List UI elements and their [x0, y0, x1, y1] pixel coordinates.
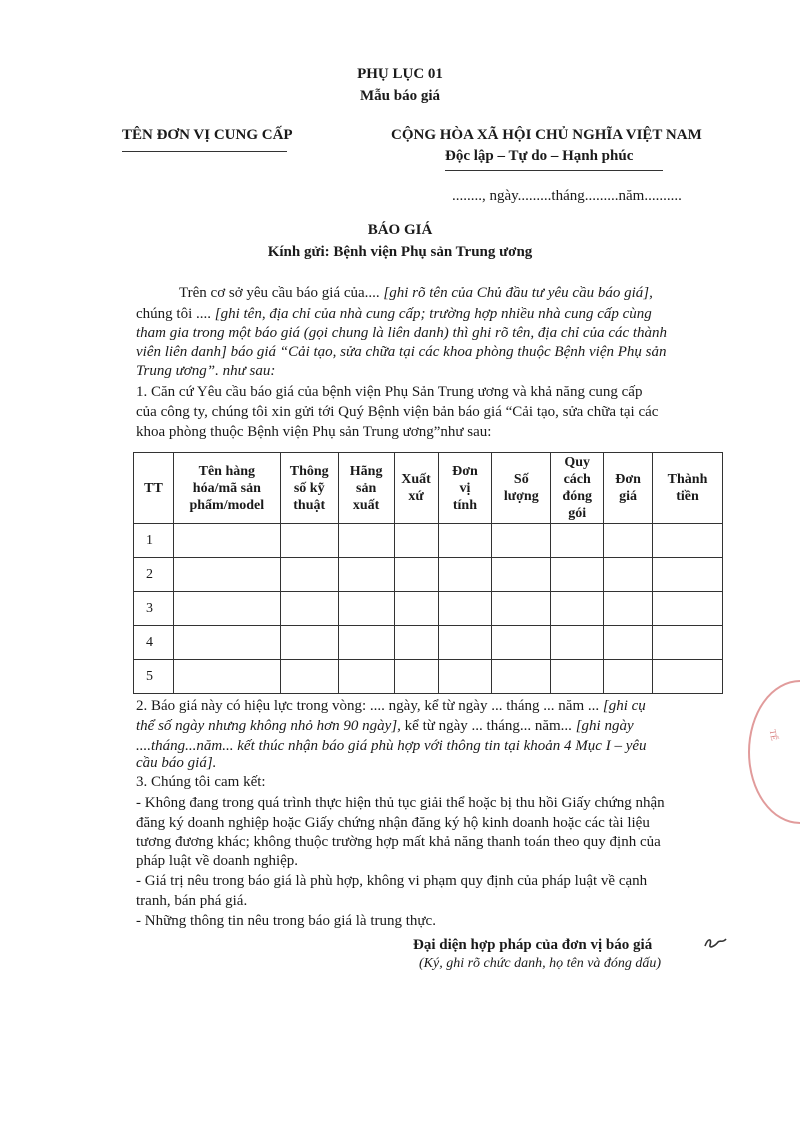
signature-note: (Ký, ghi rõ chức danh, họ tên và đóng dấu) [419, 956, 662, 971]
table-cell [604, 524, 653, 558]
table-cell [280, 660, 338, 694]
table-header-text: đóng [562, 489, 592, 504]
table-header-text: hóa/mã sản [192, 480, 261, 496]
row-number-cell: 4 [134, 626, 174, 660]
table-cell [438, 592, 492, 626]
table-cell [173, 558, 280, 592]
intro-line-2: chúng tôi .... [ghi tên, địa chỉ của nhà cung cấp; trường hợp nhiều nhà cung cấp cùng [136, 306, 652, 322]
table-cell [173, 660, 280, 694]
table-cell [551, 558, 604, 592]
table-cell [394, 558, 438, 592]
row-number-cell: 2 [134, 558, 174, 592]
motto-underline [445, 170, 663, 171]
table-cell [604, 626, 653, 660]
table-cell [280, 626, 338, 660]
section2-line-1: 2. Báo giá này có hiệu lực trong vòng: .... ngày, kể từ ngày ... tháng ... năm ... [ghi cụ [136, 698, 646, 714]
commit3: - Những thông tin nêu trong báo giá là trung thực. [136, 913, 436, 929]
table-header-text: Tên hàng [198, 463, 256, 479]
stamp-text: TẾ [767, 728, 780, 742]
table-cell [492, 592, 551, 626]
table-header-cell [551, 453, 604, 524]
table-header-text: gói [568, 506, 587, 521]
handwritten-mark-icon [702, 934, 728, 952]
table-cell [280, 524, 338, 558]
form-name: Mẫu báo giá [359, 88, 440, 104]
table-header-text: số kỹ [293, 480, 325, 496]
table-cell [338, 626, 394, 660]
section1-line-3: khoa phòng thuộc Bệnh viện Phụ sản Trung ương”như sau: [136, 424, 492, 440]
table-header-text: Quy [564, 455, 591, 470]
table-header-cell [653, 453, 723, 524]
row-number-cell: 1 [134, 524, 174, 558]
table-cell [173, 524, 280, 558]
quote-table [133, 452, 723, 694]
table-cell [338, 660, 394, 694]
table-header-text: Đơn [452, 463, 478, 479]
commit1-line-2: đăng ký doanh nghiệp hoặc Giấy chứng nhận đăng ký hộ kinh doanh hoặc các tài liệu [136, 815, 650, 831]
commit1-line-4: pháp luật về doanh nghiệp. [136, 853, 299, 869]
table-header-text: tính [452, 497, 477, 513]
table-header-text: Thành [667, 472, 708, 487]
table-cell [653, 524, 723, 558]
row-number-cell: 3 [134, 592, 174, 626]
table-header-text: Số [513, 472, 529, 487]
supplier-underline [122, 151, 287, 152]
table-header-text: TT [144, 480, 163, 496]
table-cell [394, 524, 438, 558]
date-line: ........, ngày.........tháng.........năm.......... [452, 188, 682, 204]
table-row [134, 592, 723, 626]
table-header-cell [280, 453, 338, 524]
table-header-text: vị [459, 480, 471, 496]
table-header-cell [492, 453, 551, 524]
intro-line-4: viên liên danh] báo giá “Cải tạo, sửa chữa tại các khoa phòng thuộc Bệnh viện Phụ sản [136, 344, 667, 360]
table-header-text: tiền [676, 489, 699, 504]
section2-line-3: ....tháng...năm... kết thúc nhận báo giá phù hợp với thông tin tại khoản 4 Mục I – yêu [136, 738, 647, 754]
commit1-line-1: - Không đang trong quá trình thực hiện thủ tục giải thể hoặc bị thu hồi Giấy chứng nhận [136, 795, 665, 811]
table-cell [492, 524, 551, 558]
table-header-text: lượng [503, 489, 539, 504]
table-cell [551, 524, 604, 558]
table-cell [438, 524, 492, 558]
table-header-text: Hãng [349, 463, 383, 479]
table-cell [280, 592, 338, 626]
table-cell [653, 660, 723, 694]
table-cell [604, 592, 653, 626]
table-header-text: sản [356, 480, 377, 496]
commit2-line-2: tranh, bán phá giá. [136, 893, 248, 909]
table-header-cell [134, 453, 174, 524]
row-number-cell: 5 [134, 660, 174, 694]
table-header-text: Đơn [615, 472, 641, 487]
table-row [134, 626, 723, 660]
intro-line-1: Trên cơ sở yêu cầu báo giá của.... [ghi rõ tên của Chủ đầu tư yêu cầu báo giá], [179, 285, 653, 301]
table-header-cell [173, 453, 280, 524]
table-row [134, 558, 723, 592]
table-row [134, 524, 723, 558]
table-header-text: xứ [408, 489, 424, 504]
table-cell [604, 660, 653, 694]
table-cell [492, 626, 551, 660]
section1-line-1: 1. Căn cứ Yêu cầu báo giá của bệnh viện Phụ Sản Trung ương và khả năng cung cấp [136, 384, 643, 400]
intro-line-5: Trung ương”. như sau: [136, 363, 276, 379]
country-name: CỘNG HÒA XÃ HỘI CHỦ NGHĨA VIỆT NAM [391, 127, 702, 143]
table-row [134, 660, 723, 694]
table-header-cell [604, 453, 653, 524]
section1-line-2: của công ty, chúng tôi xin gửi tới Quý Bệnh viện bản báo giá “Cải tạo, sửa chữa tại các [136, 404, 659, 420]
table-header-cell [394, 453, 438, 524]
table-header-text: cách [563, 472, 591, 487]
table-cell [438, 660, 492, 694]
table-header-text: Xuất [401, 472, 431, 487]
table-header-text: thuật [293, 497, 326, 513]
commit1-line-3: tương đương khác; không thuộc trường hợp mất khả năng thanh toán theo quy định của [136, 834, 661, 850]
table-cell [492, 558, 551, 592]
commit2-line-1: - Giá trị nêu trong báo giá là phù hợp, không vi phạm quy định của pháp luật về cạnh [136, 873, 648, 889]
table-cell [394, 592, 438, 626]
table-cell [653, 626, 723, 660]
table-header-row [134, 453, 723, 524]
recipient-line: Kính gửi: Bệnh viện Phụ sản Trung ương [267, 244, 533, 260]
section2-line-4: cầu báo giá]. [136, 755, 217, 771]
table-cell [551, 660, 604, 694]
intro-line-3: tham gia trong một báo giá (gọi chung là liên danh) thì ghi rõ tên, địa chỉ của các thành [136, 325, 668, 341]
supplier-label: TÊN ĐƠN VỊ CUNG CẤP [122, 127, 293, 143]
signature-title: Đại diện hợp pháp của đơn vị báo giá [413, 937, 653, 953]
table-cell [338, 592, 394, 626]
table-cell [173, 592, 280, 626]
table-cell [173, 626, 280, 660]
motto: Độc lập – Tự do – Hạnh phúc [445, 148, 634, 164]
table-cell [653, 592, 723, 626]
table-header-text: giá [619, 489, 638, 504]
quote-title: BÁO GIÁ [367, 222, 433, 238]
table-cell [338, 558, 394, 592]
table-body [134, 524, 723, 694]
section2-line-2: thể số ngày nhưng không nhỏ hơn 90 ngày], kể từ ngày ... tháng... năm... [ghi ngày [136, 718, 634, 734]
table-header-text: phẩm/model [189, 497, 265, 513]
table-header-cell [338, 453, 394, 524]
table-cell [604, 558, 653, 592]
table-cell [438, 558, 492, 592]
table-cell [280, 558, 338, 592]
red-stamp-seal [748, 680, 800, 824]
section3-heading: 3. Chúng tôi cam kết: [136, 774, 266, 790]
table-cell [338, 524, 394, 558]
table-cell [394, 626, 438, 660]
appendix-title: PHỤ LỤC 01 [357, 66, 443, 82]
table-header-text: Thông [289, 463, 329, 479]
table-cell [492, 660, 551, 694]
table-cell [551, 592, 604, 626]
table-cell [653, 558, 723, 592]
table-cell [394, 660, 438, 694]
table-header-text: xuất [352, 497, 380, 513]
table-cell [438, 626, 492, 660]
table-header-cell [438, 453, 492, 524]
table-cell [551, 626, 604, 660]
